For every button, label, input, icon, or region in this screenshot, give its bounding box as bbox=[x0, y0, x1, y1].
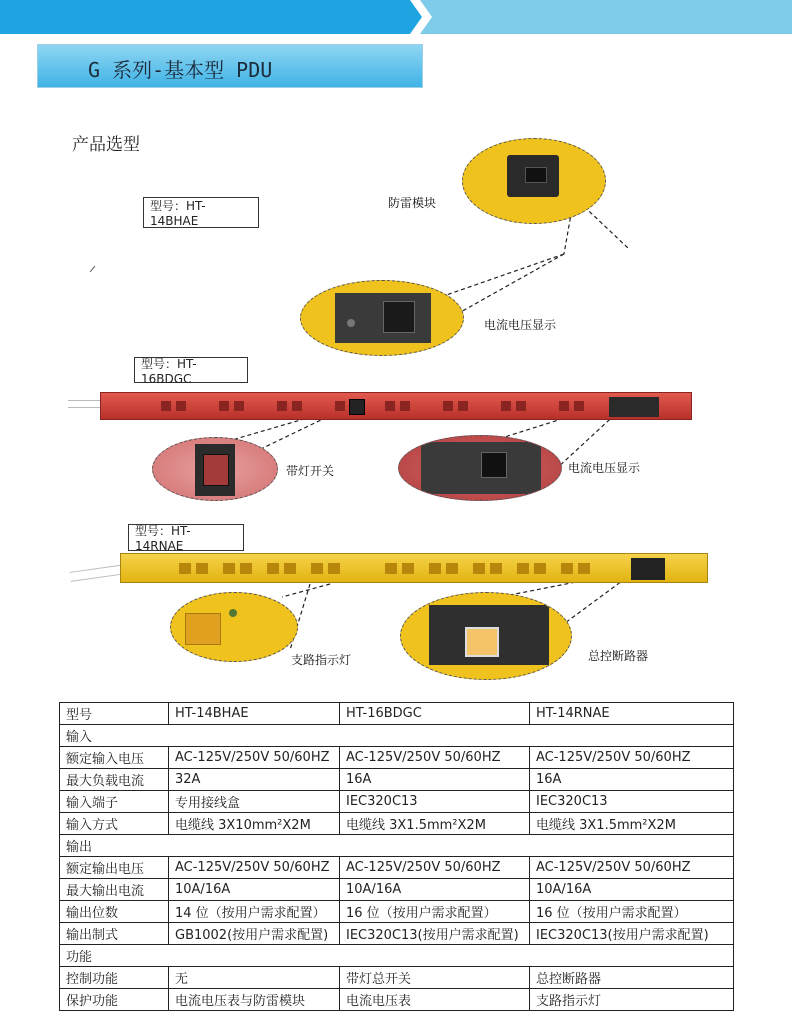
socket bbox=[176, 401, 186, 411]
table-cell: AC-125V/250V 50/60HZ bbox=[169, 857, 340, 879]
table-row bbox=[60, 857, 734, 879]
table-cell: 输出制式 bbox=[60, 923, 169, 945]
lightning-module-device bbox=[507, 155, 559, 197]
model-label-3-text: 型号：HT-14RNAE bbox=[135, 524, 191, 553]
socket bbox=[574, 401, 584, 411]
meter-display-screen-2 bbox=[481, 452, 507, 478]
table-cell: 总控断路器 bbox=[530, 967, 734, 989]
table-cell: AC-125V/250V 50/60HZ bbox=[340, 747, 530, 769]
table-cell: 支路指示灯 bbox=[530, 989, 734, 1011]
model-label-1 bbox=[143, 197, 259, 228]
table-cell: 最大负载电流 bbox=[60, 769, 169, 791]
table-cell: 输出位数 bbox=[60, 901, 169, 923]
red-pdu-display bbox=[609, 397, 659, 417]
socket bbox=[501, 401, 511, 411]
table-section-row bbox=[60, 725, 734, 747]
socket bbox=[161, 401, 171, 411]
table-section-row bbox=[60, 835, 734, 857]
table-cell: 32A bbox=[169, 769, 340, 791]
table-cell: 最大输出电流 bbox=[60, 879, 169, 901]
table-cell: 控制功能 bbox=[60, 967, 169, 989]
callout-lightning-module: 防雷模块 bbox=[388, 196, 437, 210]
table-cell: 16A bbox=[340, 769, 530, 791]
socket bbox=[385, 401, 395, 411]
socket bbox=[429, 563, 441, 574]
table-section-label: 输入 bbox=[60, 725, 734, 747]
model-label-1-text: 型号：HT-14BHAE bbox=[150, 199, 206, 228]
page-title: G 系列-基本型 PDU bbox=[88, 58, 273, 82]
socket bbox=[559, 401, 569, 411]
table-cell: IEC320C13(按用户需求配置) bbox=[340, 923, 530, 945]
table-cell: 输入端子 bbox=[60, 791, 169, 813]
socket bbox=[267, 563, 279, 574]
table-cell: 电流电压表 bbox=[340, 989, 530, 1011]
table-cell: GB1002(按用户需求配置) bbox=[169, 923, 340, 945]
table-row bbox=[60, 879, 734, 901]
table-row bbox=[60, 813, 734, 835]
socket bbox=[335, 401, 345, 411]
table-row bbox=[60, 769, 734, 791]
lit-switch-photo bbox=[152, 437, 278, 501]
socket bbox=[234, 401, 244, 411]
table-cell: 专用接线盒 bbox=[169, 791, 340, 813]
socket bbox=[292, 401, 302, 411]
table-row bbox=[60, 791, 734, 813]
table-section-label: 输出 bbox=[60, 835, 734, 857]
cable-left-yellow bbox=[70, 564, 127, 582]
socket bbox=[277, 401, 287, 411]
socket bbox=[223, 563, 235, 574]
socket bbox=[219, 401, 229, 411]
table-cell: 10A/16A bbox=[530, 879, 734, 901]
table-cell: 额定输入电压 bbox=[60, 747, 169, 769]
table-cell: IEC320C13 bbox=[530, 791, 734, 813]
model-label-2 bbox=[134, 356, 248, 386]
table-row bbox=[60, 923, 734, 945]
table-cell: 无 bbox=[169, 967, 340, 989]
table-cell: 10A/16A bbox=[340, 879, 530, 901]
socket bbox=[443, 401, 453, 411]
table-cell: 16A bbox=[530, 769, 734, 791]
socket bbox=[534, 563, 546, 574]
table-cell: 电缆线 3X1.5mm²X2M bbox=[340, 813, 530, 835]
table-header-cell: HT-14RNAE bbox=[530, 703, 734, 725]
table-cell: 电缆线 3X1.5mm²X2M bbox=[530, 813, 734, 835]
table-section-row bbox=[60, 945, 734, 967]
table-header-cell: HT-16BDGC bbox=[340, 703, 530, 725]
socket bbox=[402, 563, 414, 574]
callout-display-2: 电流电压显示 bbox=[568, 461, 641, 475]
lightning-module-photo bbox=[462, 138, 606, 224]
lit-switch-device bbox=[195, 444, 235, 496]
yellow-pdu-breaker bbox=[631, 558, 665, 580]
meter-display-device-2 bbox=[421, 442, 541, 494]
meter-display-photo-1 bbox=[300, 280, 464, 356]
lit-switch-rocker bbox=[203, 454, 229, 486]
callout-branch-light: 支路指示灯 bbox=[291, 653, 352, 667]
spec-table-body bbox=[60, 703, 734, 1011]
table-cell: 10A/16A bbox=[169, 879, 340, 901]
socket bbox=[578, 563, 590, 574]
socket bbox=[240, 563, 252, 574]
socket bbox=[490, 563, 502, 574]
table-cell: 16 位（按用户需求配置） bbox=[530, 901, 734, 923]
spec-table bbox=[59, 702, 734, 1011]
section-title: 产品选型 bbox=[72, 135, 140, 155]
table-cell: 输入方式 bbox=[60, 813, 169, 835]
socket bbox=[473, 563, 485, 574]
header-banner bbox=[0, 0, 792, 34]
socket bbox=[196, 563, 208, 574]
branch-light-photo bbox=[170, 592, 298, 662]
socket bbox=[284, 563, 296, 574]
red-pdu-strip bbox=[100, 392, 692, 420]
table-cell: 额定输出电压 bbox=[60, 857, 169, 879]
table-cell: IEC320C13(按用户需求配置) bbox=[530, 923, 734, 945]
socket bbox=[179, 563, 191, 574]
socket bbox=[400, 401, 410, 411]
table-cell: AC-125V/250V 50/60HZ bbox=[340, 857, 530, 879]
meter-display-button-1 bbox=[347, 319, 355, 327]
lightning-module-indicator bbox=[525, 167, 547, 183]
table-cell: 保护功能 bbox=[60, 989, 169, 1011]
red-pdu-switch bbox=[349, 399, 365, 415]
yellow-pdu-sockets bbox=[179, 563, 590, 574]
table-cell: 电流电压表与防雷模块 bbox=[169, 989, 340, 1011]
model-label-3 bbox=[128, 524, 244, 551]
table-cell: AC-125V/250V 50/60HZ bbox=[530, 747, 734, 769]
table-header-row bbox=[60, 703, 734, 725]
socket bbox=[446, 563, 458, 574]
table-cell: 16 位（按用户需求配置） bbox=[340, 901, 530, 923]
table-cell: 14 位（按用户需求配置） bbox=[169, 901, 340, 923]
socket bbox=[517, 563, 529, 574]
breaker-photo bbox=[400, 592, 572, 680]
table-row bbox=[60, 747, 734, 769]
socket bbox=[561, 563, 573, 574]
branch-light-indicator bbox=[229, 609, 237, 617]
table-cell: 电缆线 3X10mm²X2M bbox=[169, 813, 340, 835]
table-header-cell: 型号 bbox=[60, 703, 169, 725]
table-row bbox=[60, 967, 734, 989]
table-cell: AC-125V/250V 50/60HZ bbox=[169, 747, 340, 769]
callout-breaker: 总控断路器 bbox=[588, 649, 649, 663]
branch-light-socket bbox=[185, 613, 221, 645]
breaker-toggle bbox=[465, 627, 499, 657]
model-label-2-text: 型号：HT-16BDGC bbox=[141, 356, 197, 386]
meter-display-device-1 bbox=[335, 293, 431, 343]
red-pdu-sockets-right bbox=[385, 401, 584, 411]
table-header-cell: HT-14BHAE bbox=[169, 703, 340, 725]
socket bbox=[328, 563, 340, 574]
socket bbox=[516, 401, 526, 411]
yellow-pdu-strip bbox=[120, 553, 708, 583]
cable-left-red bbox=[68, 400, 104, 408]
breaker-device bbox=[429, 605, 549, 665]
table-cell: AC-125V/250V 50/60HZ bbox=[530, 857, 734, 879]
socket bbox=[458, 401, 468, 411]
callout-display-1: 电流电压显示 bbox=[484, 318, 557, 332]
table-row bbox=[60, 989, 734, 1011]
table-row bbox=[60, 901, 734, 923]
meter-display-screen-1 bbox=[383, 301, 415, 333]
socket bbox=[385, 563, 397, 574]
table-cell: 带灯总开关 bbox=[340, 967, 530, 989]
socket bbox=[311, 563, 323, 574]
callout-lit-switch: 带灯开关 bbox=[286, 464, 335, 478]
table-section-label: 功能 bbox=[60, 945, 734, 967]
table-cell: IEC320C13 bbox=[340, 791, 530, 813]
meter-display-photo-2 bbox=[398, 435, 562, 501]
